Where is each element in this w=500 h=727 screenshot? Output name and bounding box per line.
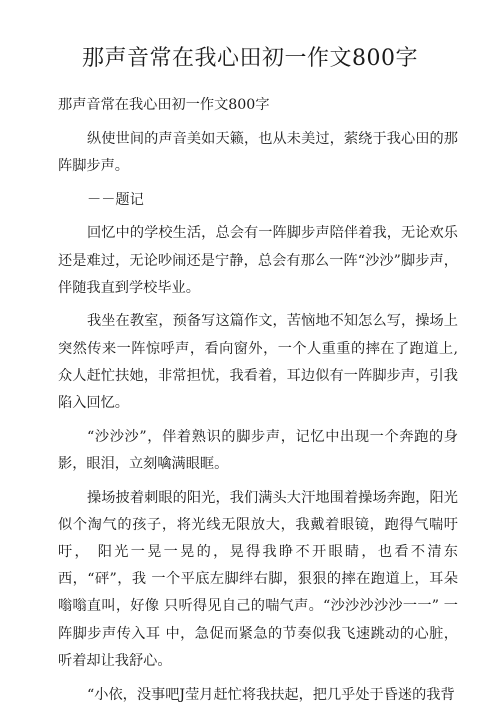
document-body xyxy=(58,92,458,715)
paragraph: 我坐在教室，预备写这篇作文，苦恼地不知怎么写，操场上 突然传来一阵惊呼声，看向窗外，一个人重重的摔在了跑道上, 众人赶忙扶她，非常担忧，我看着，耳边似有一阵脚步声，引我 陷入回忆。 xyxy=(58,313,458,412)
paragraph: “小依，没事吧J莹月赶忙将我扶起，把几乎处于昏迷的我背 xyxy=(87,686,455,703)
paragraph: “沙沙沙”，伴着熟识的脚步声，记忆中出现一个奔跑的身影，眼泪，立刻噙满眼眶。 xyxy=(58,428,458,472)
paragraph: 纵使世间的声音美如天籁，也从未美过，萦绕于我心田的那 阵脚步声。 xyxy=(58,130,458,174)
paragraph: 操场披着刺眼的阳光，我们满头大汗地围着操场奔跑，阳光 似个淘气的孩子，将光线无限放大，我戴着眼镜，跑得气喘吁吁， 阳光一晃一晃的，晃得我睁不开眼睛，也看不清东西，“砰”，我 一个平底左脚绊右脚，狠狠的摔在跑道上，耳朵嗡嗡直叫，好像 只听得见自己的喘气声。“沙沙沙沙沙一一” 一阵脚步声传入耳 中，急促而紧急的节奏似我飞速跳动的心脏，听着却让我舒心。 xyxy=(58,489,458,669)
paragraph: 回忆中的学校生活，总会有一阵脚步声陪伴着我，无论欢乐 还是难过，无论吵闹还是宁静，总会有那么一阵“沙沙”脚步声， 伴随我直到学校毕业。 xyxy=(58,225,458,296)
document-title: 那声音常在我心田初一作文800字 xyxy=(82,46,418,71)
epigraph-attribution: －－题记 xyxy=(87,191,144,208)
document-subtitle: 那声音常在我心田初一作文800字 xyxy=(58,97,270,113)
